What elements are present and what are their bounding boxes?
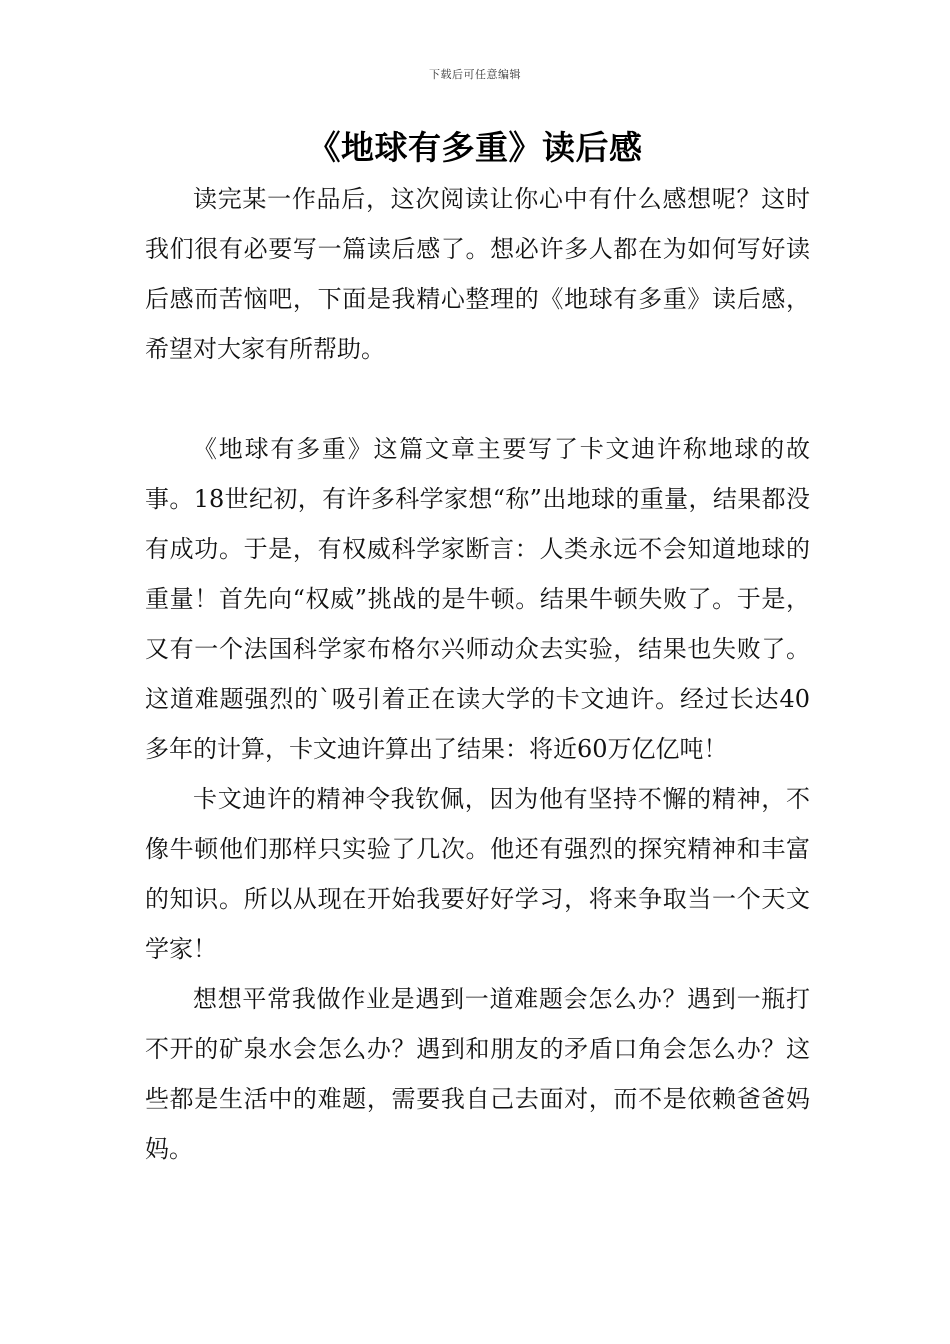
paragraph-admiration: 卡文迪许的精神令我钦佩，因为他有坚持不懈的精神，不像牛顿他们那样只实验了几次。他还有强烈的探究精神和丰富的知识。所以从现在开始我要好好学习，将来争取当一个天文学家！	[145, 785, 810, 963]
document-body	[145, 174, 810, 1174]
document-title: 《地球有多重》读后感	[307, 128, 643, 167]
paragraph-spacer	[145, 374, 810, 424]
paragraph-intro: 读完某一作品后，这次阅读让你心中有什么感想呢？这时我们很有必要写一篇读后感了。想必许多人都在为如何写好读后感而苦恼吧，下面是我精心整理的《地球有多重》读后感，希望对大家有所帮助。	[145, 185, 810, 363]
paragraph-reflection: 想想平常我做作业是遇到一道难题会怎么办？遇到一瓶打不开的矿泉水会怎么办？遇到和朋友的矛盾口角会怎么办？这些都是生活中的难题，需要我自己去面对，而不是依赖爸爸妈妈。	[145, 985, 810, 1163]
paragraph-story: 《地球有多重》这篇文章主要写了卡文迪许称地球的故事。18世纪初，有许多科学家想“称”出地球的重量，结果都没有成功。于是，有权威科学家断言：人类永远不会知道地球的重量！首先向“权威”挑战的是牛顿。结果牛顿失败了。于是，又有一个法国科学家布格尔兴师动众去实验，结果也失败了。这道难题强烈的`吸引着正在读大学的卡文迪许。经过长达40多年的计算，卡文迪许算出了结果：将近60万亿亿吨！	[145, 435, 810, 763]
header-note: 下载后可任意编辑	[429, 68, 521, 81]
